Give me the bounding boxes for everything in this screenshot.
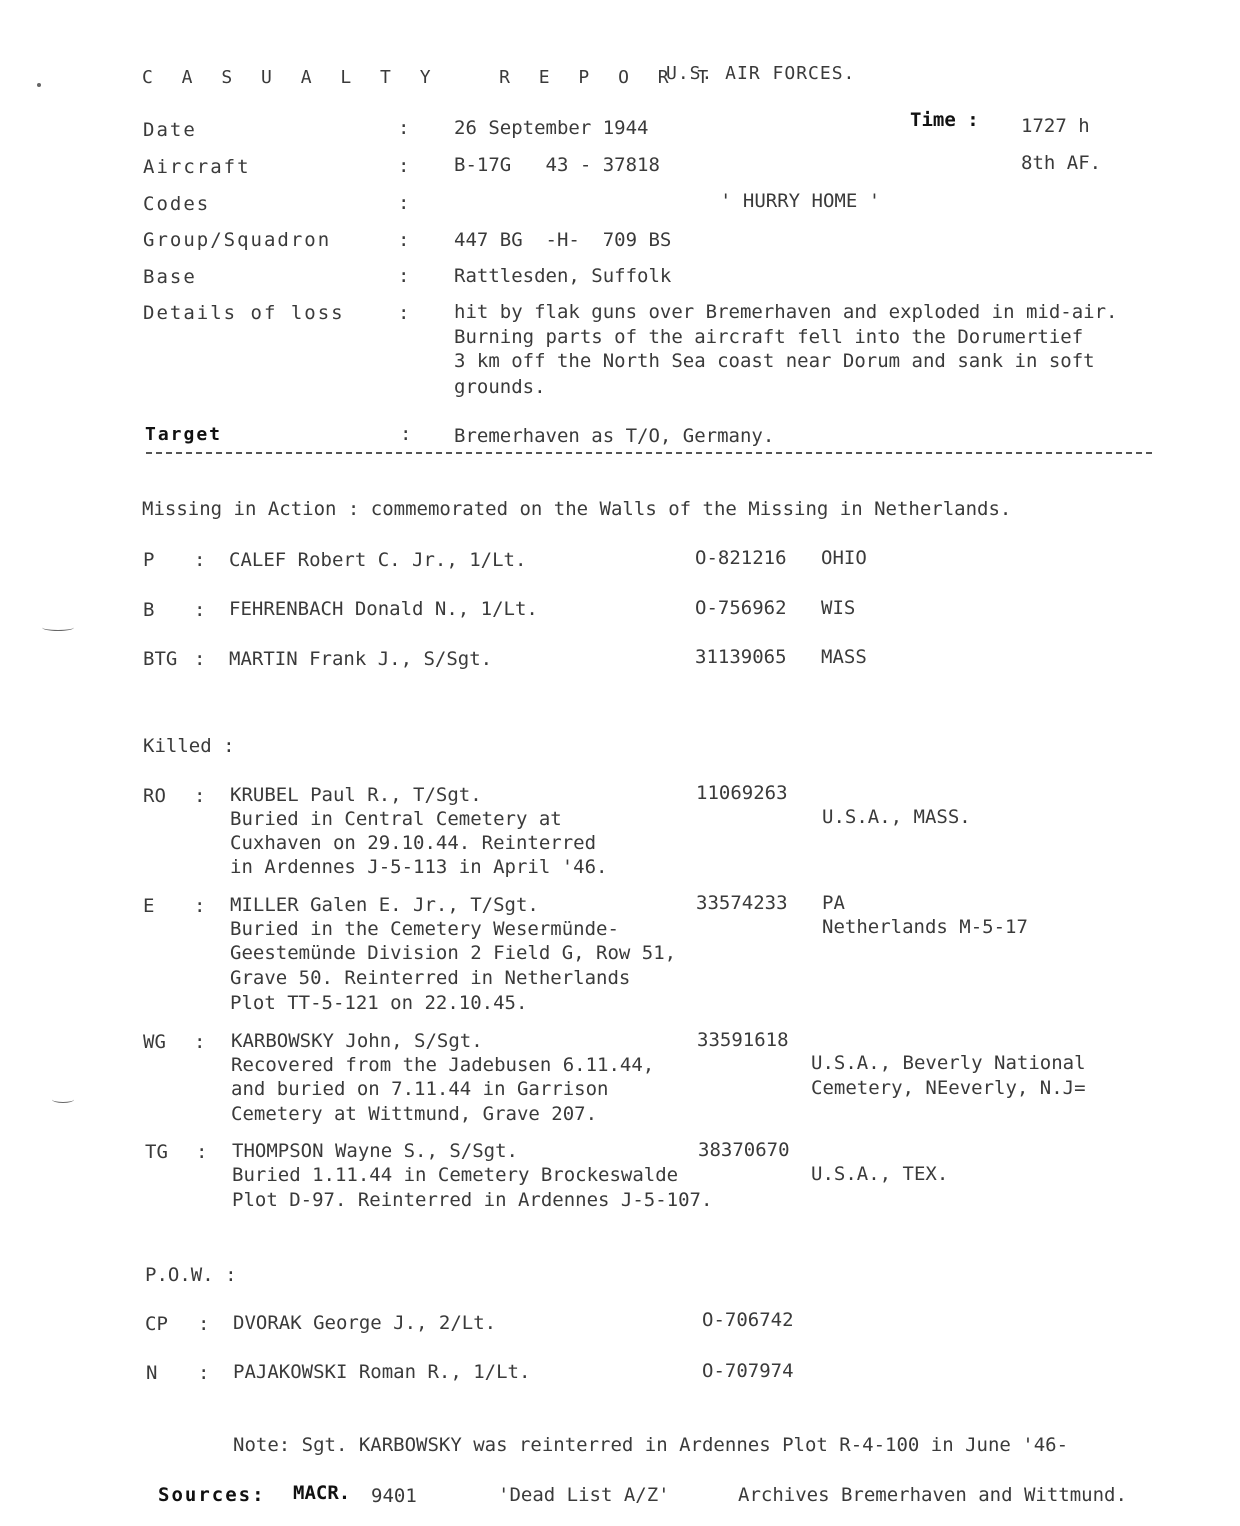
- crew-position: BTG: [143, 648, 178, 670]
- crew-name: MARTIN Frank J., S/Sgt.: [229, 648, 493, 670]
- scan-mark: [52, 1096, 74, 1103]
- burial-line: Cemetery at Wittmund, Grave 207.: [231, 1103, 598, 1125]
- crew-position: B: [143, 599, 155, 621]
- colon: :: [400, 423, 412, 445]
- note-text: Note: Sgt. KARBOWSKY was reinterred in Ardennes Plot R-4-100 in June '46-: [233, 1434, 1069, 1456]
- burial-line: in Ardennes J-5-113 in April '46.: [230, 856, 608, 878]
- colon: :: [398, 229, 410, 251]
- colon: :: [398, 265, 410, 287]
- colon: :: [194, 895, 206, 917]
- crew-position: N: [146, 1362, 158, 1384]
- crew-serial: O-756962: [695, 597, 787, 619]
- details-line: 3 km off the North Sea coast near Dorum and sank in soft: [454, 350, 1095, 372]
- colon: :: [194, 549, 206, 571]
- date-value: 26 September 1944: [454, 117, 649, 139]
- crew-serial: O-707974: [702, 1360, 794, 1382]
- pow-heading: P.O.W. :: [145, 1264, 237, 1286]
- burial-line: Plot TT-5-121 on 22.10.45.: [230, 992, 528, 1014]
- burial-line: Geestemünde Division 2 Field G, Row 51,: [230, 942, 677, 964]
- crew-position: RO: [143, 785, 166, 807]
- scan-speck: [37, 83, 41, 87]
- group-label: Group/Squadron: [143, 229, 332, 251]
- crew-position: WG: [143, 1031, 166, 1053]
- crew-position: P: [143, 549, 155, 571]
- sources-macr: MACR.: [293, 1482, 351, 1504]
- crew-note: Cemetery, NEeverly, N.J=: [811, 1077, 1086, 1099]
- report-title: C A S U A L T Y R E P O R T: [142, 67, 718, 88]
- details-label: Details of loss: [143, 302, 345, 324]
- crew-note: U.S.A., TEX.: [811, 1163, 949, 1185]
- burial-line: Buried in Central Cemetery at: [230, 808, 562, 830]
- crew-state: WIS: [821, 597, 856, 619]
- crew-serial: 11069263: [696, 782, 788, 804]
- crew-note: Netherlands M-5-17: [822, 916, 1028, 938]
- crew-note: PA: [822, 892, 845, 914]
- codes-label: Codes: [143, 193, 211, 215]
- details-line: grounds.: [454, 376, 546, 398]
- colon: :: [194, 1031, 206, 1053]
- colon: :: [194, 599, 206, 621]
- burial-line: Buried 1.11.44 in Cemetery Brockeswalde: [232, 1164, 679, 1186]
- base-value: Rattlesden, Suffolk: [454, 265, 672, 287]
- colon: :: [194, 785, 206, 807]
- crew-name: KARBOWSKY John, S/Sgt.: [231, 1030, 483, 1052]
- colon: :: [398, 192, 410, 214]
- crew-serial: 31139065: [695, 646, 787, 668]
- burial-line: Grave 50. Reinterred in Netherlands: [230, 967, 631, 989]
- crew-state: OHIO: [821, 547, 867, 569]
- crew-name: PAJAKOWSKI Roman R., 1/Lt.: [233, 1361, 531, 1383]
- time-label: Time :: [910, 109, 979, 131]
- aircraft-value: B-17G 43 - 37818: [454, 154, 660, 176]
- crew-serial: 33574233: [696, 892, 788, 914]
- sources-dead-list: 'Dead List A/Z': [498, 1484, 670, 1506]
- burial-line: Plot D-97. Reinterred in Ardennes J-5-107.: [232, 1189, 713, 1211]
- scan-mark: [42, 624, 74, 631]
- base-label: Base: [143, 266, 197, 288]
- colon: :: [398, 155, 410, 177]
- air-force: 8th AF.: [1021, 152, 1102, 174]
- crew-name: KRUBEL Paul R., T/Sgt.: [230, 784, 482, 806]
- date-label: Date: [143, 119, 197, 141]
- crew-serial: 38370670: [698, 1139, 790, 1161]
- target-label: Target: [145, 424, 223, 445]
- burial-line: and buried on 7.11.44 in Garrison: [231, 1078, 609, 1100]
- target-value: Bremerhaven as T/O, Germany.: [454, 425, 775, 447]
- time-value: 1727 h: [1021, 115, 1090, 137]
- details-line: hit by flak guns over Bremerhaven and exploded in mid-air.: [454, 301, 1118, 323]
- crew-note: U.S.A., Beverly National: [811, 1052, 1086, 1074]
- crew-position: TG: [145, 1141, 168, 1163]
- crew-name: THOMPSON Wayne S., S/Sgt.: [232, 1140, 518, 1162]
- burial-line: Cuxhaven on 29.10.44. Reinterred: [230, 832, 597, 854]
- crew-position: E: [143, 895, 155, 917]
- dashed-separator: [146, 452, 1152, 454]
- aircraft-label: Aircraft: [143, 156, 251, 178]
- group-value: 447 BG -H- 709 BS: [454, 229, 672, 251]
- colon: :: [398, 117, 410, 139]
- details-line: Burning parts of the aircraft fell into the Dorumertief: [454, 326, 1084, 348]
- crew-name: FEHRENBACH Donald N., 1/Lt.: [229, 598, 538, 620]
- crew-state: MASS: [821, 646, 867, 668]
- sources-macr-number: 9401: [371, 1485, 417, 1507]
- report-org: U.S. AIR FORCES.: [666, 63, 856, 84]
- crew-name: MILLER Galen E. Jr., T/Sgt.: [230, 894, 539, 916]
- killed-heading: Killed :: [143, 735, 235, 757]
- colon: :: [198, 1313, 210, 1335]
- burial-line: Recovered from the Jadebusen 6.11.44,: [231, 1054, 655, 1076]
- crew-position: CP: [145, 1313, 168, 1335]
- mia-heading: Missing in Action : commemorated on the Walls of the Missing in Netherlands.: [142, 498, 1012, 520]
- sources-label: Sources:: [158, 1484, 266, 1506]
- colon: :: [196, 1141, 208, 1163]
- crew-serial: O-821216: [695, 547, 787, 569]
- burial-line: Buried in the Cemetery Wesermünde-: [230, 918, 619, 940]
- crew-note: U.S.A., MASS.: [822, 806, 971, 828]
- sources-archives: Archives Bremerhaven and Wittmund.: [738, 1484, 1127, 1506]
- crew-name: DVORAK George J., 2/Lt.: [233, 1312, 497, 1334]
- crew-serial: 33591618: [697, 1029, 789, 1051]
- crew-serial: O-706742: [702, 1309, 794, 1331]
- colon: :: [198, 1362, 210, 1384]
- crew-name: CALEF Robert C. Jr., 1/Lt.: [229, 549, 527, 571]
- colon: :: [398, 302, 410, 324]
- colon: :: [194, 648, 206, 670]
- codes-value: ' HURRY HOME ': [720, 190, 881, 212]
